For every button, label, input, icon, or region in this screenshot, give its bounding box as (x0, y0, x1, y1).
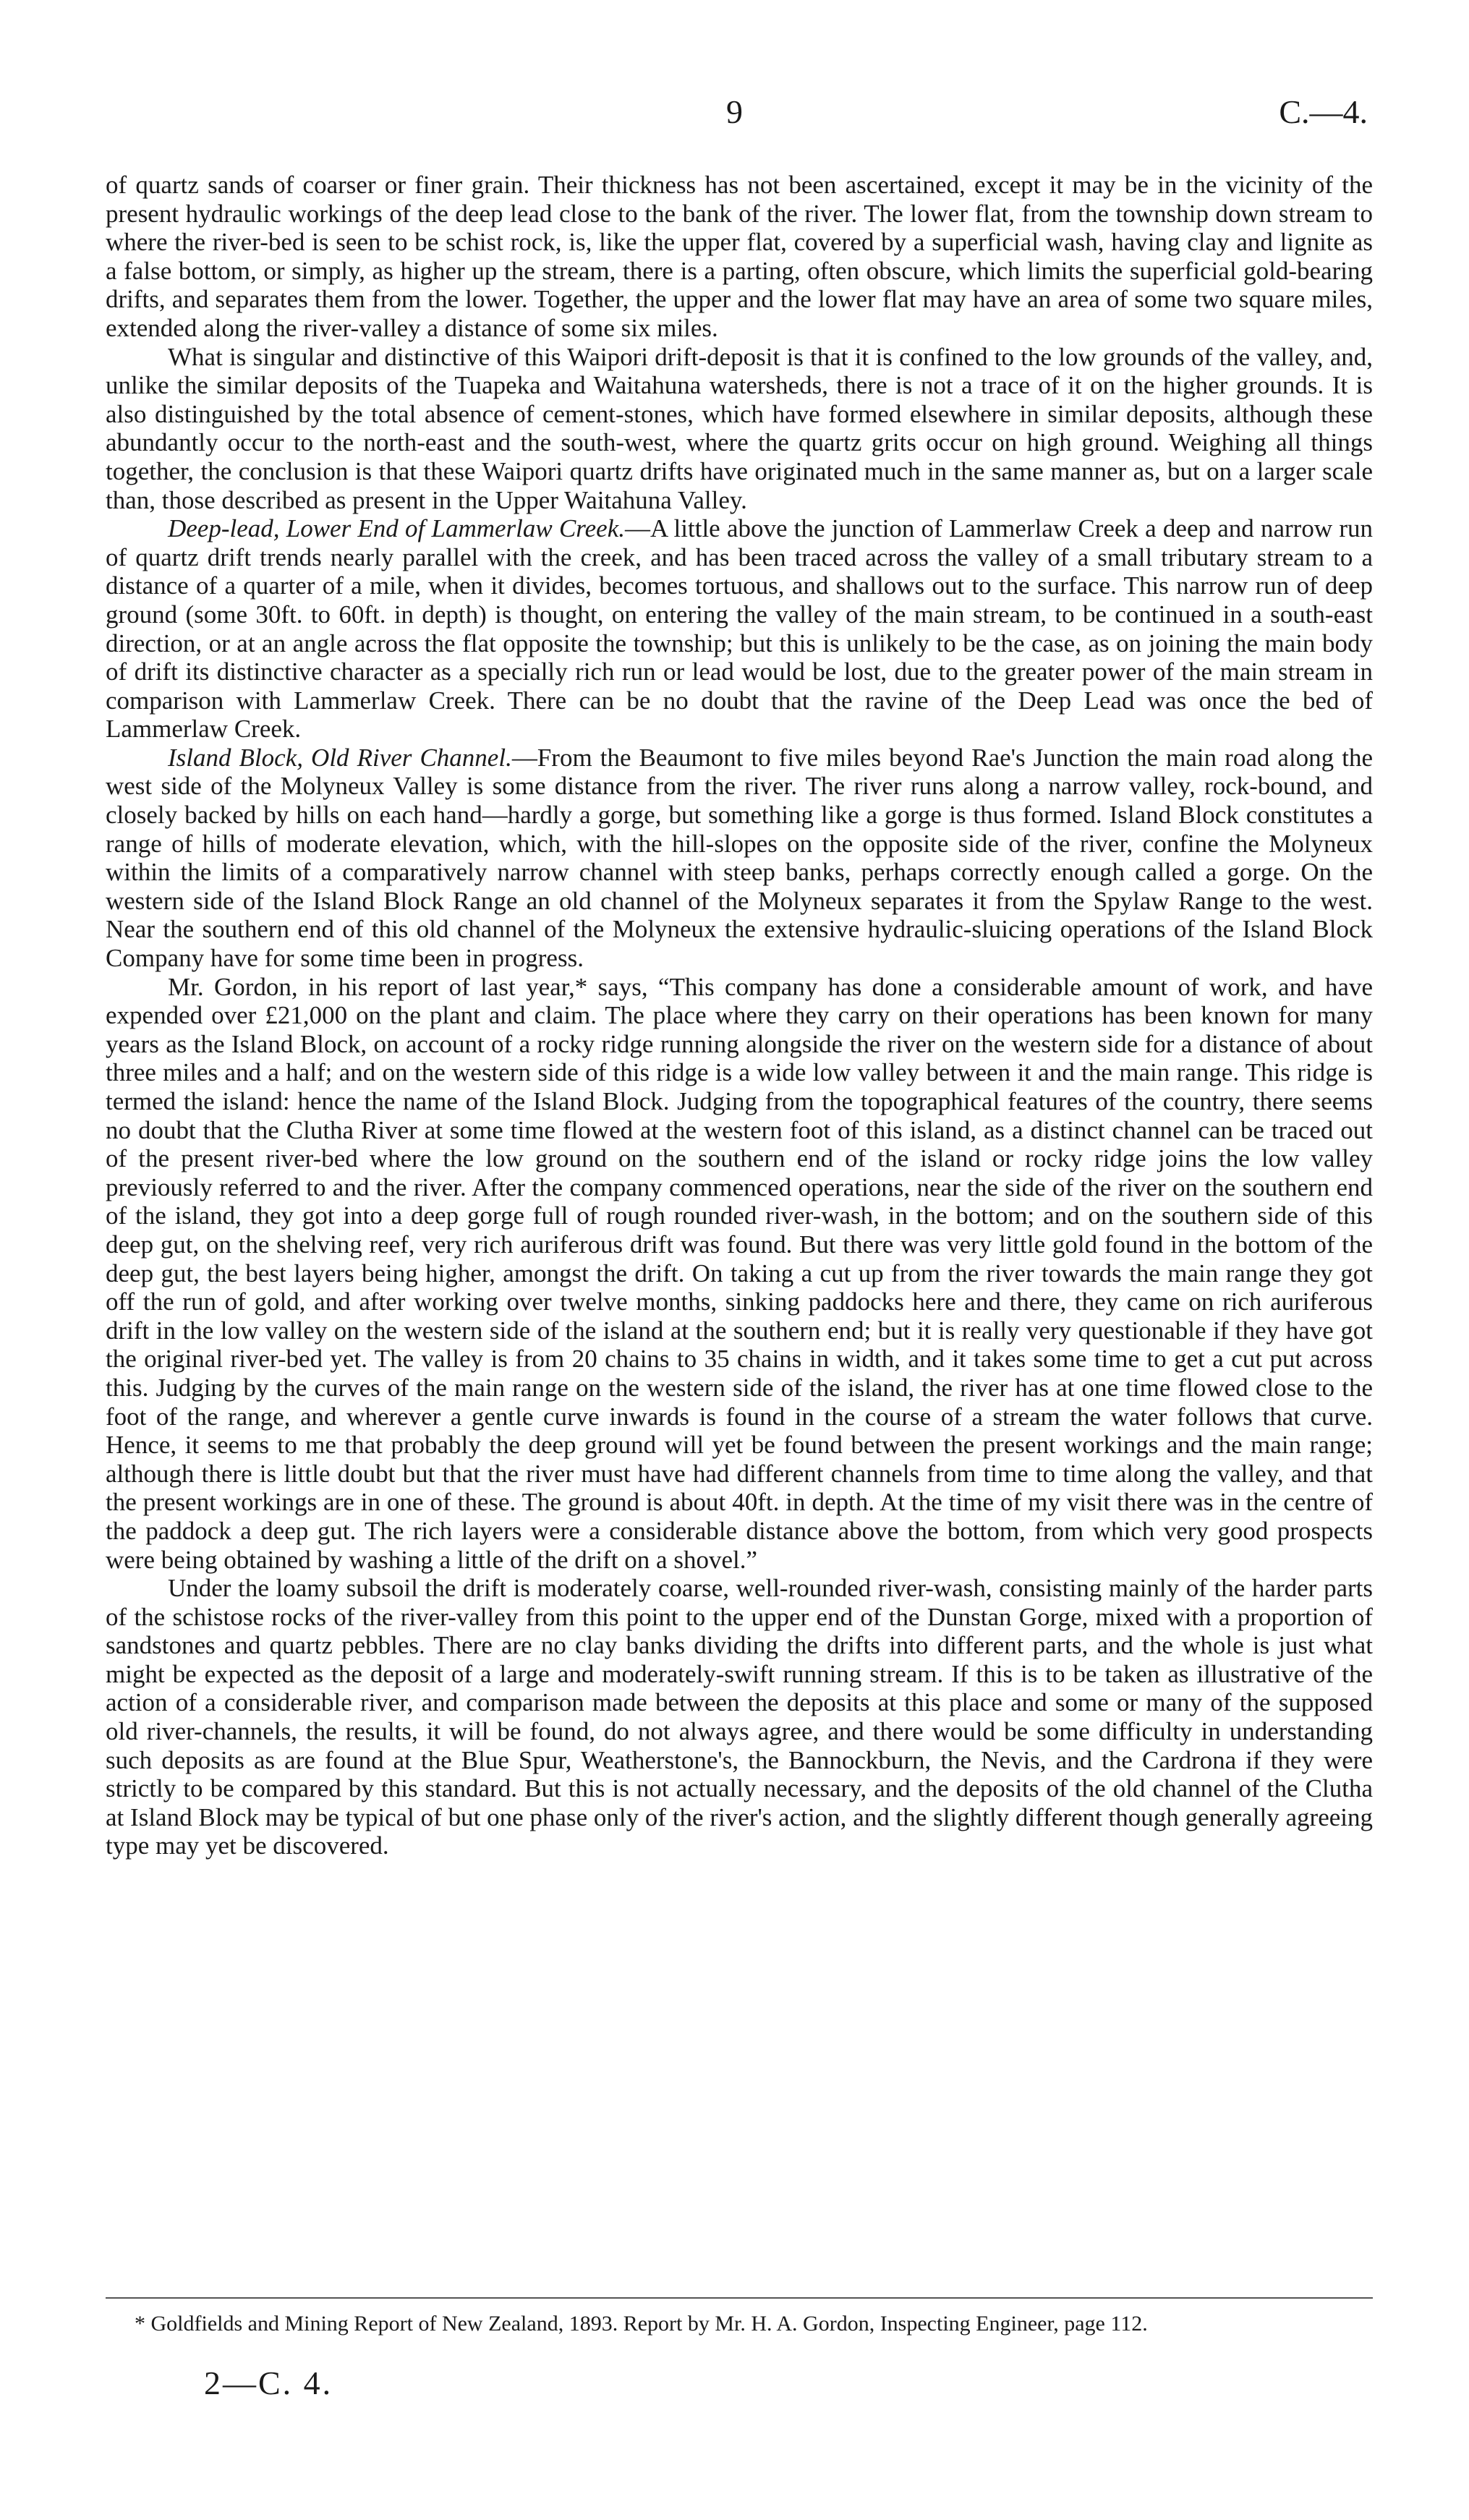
section-heading-island-block: Island Block, Old River Channel. (168, 743, 512, 772)
footnote: * Goldfields and Mining Report of New Zealand, 1893. Report by Mr. H. A. Gordon, Inspecting Engineer, page 112. (135, 2312, 1148, 2336)
paragraph-text: —From the Beaumont to five miles beyond Rae's Junction the main road along the west side of the Molyneux Valley is some distance from the river. The river runs along a narrow valley, rock-bound, and closely backed by hills on each hand—hardly a gorge, but something like a gorge is thus formed. Island Block constitutes a range of hills of moderate elevation, which, with the hill-slopes on the opposite side of the river, confine the Molyneux within the limits of a comparatively narrow channel with steep banks, perhaps correctly enough called a gorge. On the western side of the Island Block Range an old channel of the Molyneux separates it from the Spylaw Range to the west. Near the southern end of this old channel of the Molyneux the extensive hydraulic-sluicing operations of the Island Block Company have for some time been in progress. (106, 743, 1373, 973)
section-heading-deep-lead: Deep-lead, Lower End of Lammerlaw Creek. (168, 514, 625, 543)
paragraph-text: What is singular and distinctive of this Waipori drift-deposit is that it is confined to the low grounds of the valley, and, unlike the similar deposits of the Tuapeka and Waitahuna watersheds, there is not a trace of it on the higher grounds. It is also distinguished by the total absence of cement-stones, which have formed elsewhere in similar deposits, although these abundantly occur to the north-east and the south-west, where the quartz grits occur on high ground. Weighing all things together, the conclusion is that these Waipori quartz drifts have originated much in the same manner as, but on a larger scale than, those described as present in the Upper Waitahuna Valley. (106, 342, 1373, 514)
paragraph-text: Mr. Gordon, in his report of last year,* says, “This company has done a considerable amount of work, and have expended over £21,000 on the plant and claim. The place where they carry on their operations has been known for many years as the Island Block, on account of a rocky ridge running alongside the river on the western side for a distance of about three miles and a half; and on the western side of this ridge is a wide low valley between it and the main range. This ridge is termed the island: hence the name of the Island Block. Judging from the topographical features of the country, there seems no doubt that the Clutha River at some time flowed at the western foot of this island, as a distinct channel can be traced out of the present river-bed where the low ground on the southern end of the island or rocky ridge joins the low valley previously referred to and the river. After the company commenced operations, near the side of the river on the southern end of the island, they got into a deep gorge full of rough rounded river-wash, in the bottom; and on the southern side of this deep gut, on the shelving reef, very rich auriferous drift was found. But there was very little gold found in the bottom of the deep gut, the best layers being higher, amongst the drift. On taking a cut up from the river towards the main range they got off the run of gold, and after working over twelve months, sinking paddocks here and there, they came on rich auriferous drift in the low valley on the western side of the island at the southern end; but it is really very questionable if they have got the original river-bed yet. The valley is from 20 chains to 35 chains in width, and it takes some time to get a cut put across this. Judging by the curves of the main range on the western side of the island, the river has at one time flowed close to the foot of the range, and wherever a gentle curve inwards is found in the course of a stream the water follows that curve. Hence, it seems to me that probably the deep ground will yet be found between the present workings and the main range; although there is little doubt but that the river must have had different channels from time to time along the valley, and that the present workings are in one of these. The ground is about 40ft. in depth. At the time of my visit there was in the centre of the paddock a deep gut. The rich layers were a considerable distance above the bottom, from which very good prospects were being obtained by washing a little of the drift on a shovel.” (106, 972, 1373, 1574)
paragraph-loamy-subsoil (106, 1574, 1373, 1860)
paragraph-gordon-report (106, 973, 1373, 1574)
paragraph-island-block (106, 744, 1373, 973)
paragraph-text: —A little above the junction of Lammerlaw Creek a deep and narrow run of quartz drift trends nearly parallel with the creek, and has been traced across the valley of a small tributary stream to a distance of a quarter of a mile, when it divides, becomes tortuous, and shallows out to the surface. This narrow run of deep ground (some 30ft. to 60ft. in depth) is thought, on entering the valley of the main stream, to be continued in a south-east direction, or at an angle across the flat opposite the township; but this is unlikely to be the case, as on joining the main body of drift its distinctive character as a specially rich run or lead would be lost, due to the greater power of the main stream in comparison with Lammerlaw Creek. There can be no doubt that the ravine of the Deep Lead was once the bed of Lammerlaw Creek. (106, 514, 1373, 744)
body-text (106, 171, 1373, 1860)
paragraph-text: of quartz sands of coarser or finer grain. Their thickness has not been ascertained, except it may be in the vicinity of the present hydraulic workings of the deep lead close to the bank of the river. The lower flat, from the township down stream to where the river-bed is seen to be schist rock, is, like the upper flat, covered by a superficial wash, having clay and lignite as a false bottom, or simply, as higher up the stream, there is a parting, often obscure, which limits the superficial gold-bearing drifts, and separates them from the lower. Together, the upper and the lower flat may have an area of some two square miles, extended along the river-valley a distance of some six miles. (106, 171, 1373, 342)
paragraph-text: Under the loamy subsoil the drift is moderately coarse, well-rounded river-wash, consisting mainly of the harder parts of the schistose rocks of the river-valley from this point to the upper end of the Dunstan Gorge, mixed with a proportion of sandstones and quartz pebbles. There are no clay banks dividing the drifts into different parts, and the whole is just what might be expected as the deposit of a large and moderately-swift running stream. If this is to be taken as illustrative of the action of a considerable river, and comparison made between the deposits at this place and some or many of the supposed old river-channels, the results, it will be found, do not always agree, and there would be some difficulty in understanding such deposits as are found at the Blue Spur, Weatherstone's, the Bannockburn, the Nevis, and the Cardrona if they were strictly to be compared by this standard. But this is not actually necessary, and the deposits of the old channel of the Clutha at Island Block may be typical of but one phase only of the river's action, and the slightly different though generally agreeing type may yet be discovered. (106, 1574, 1373, 1860)
paragraph-quartz-sands (106, 171, 1373, 343)
page-header (0, 93, 1469, 143)
page-number: 9 (726, 93, 743, 130)
document-reference: C.—4. (1279, 93, 1368, 130)
footnote-divider (106, 2297, 1373, 2299)
paragraph-deep-lead (106, 514, 1373, 744)
paragraph-waipori-drift (106, 343, 1373, 515)
signature-mark: 2—C. 4. (204, 2364, 333, 2401)
